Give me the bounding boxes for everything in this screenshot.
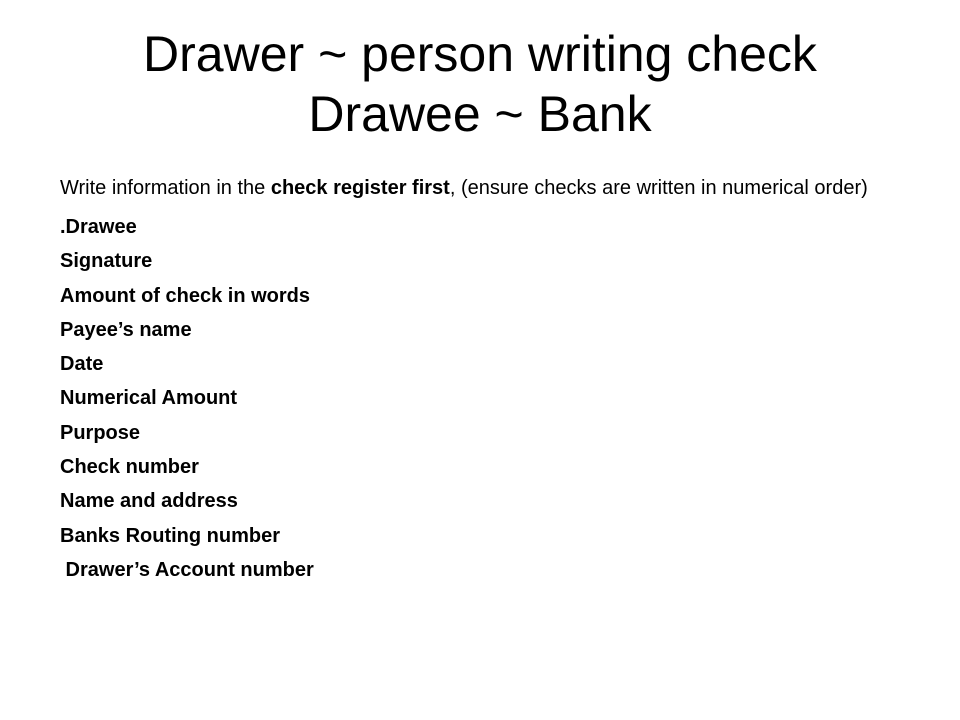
list-item-payee-name: Payee’s name <box>60 318 192 341</box>
list-item-amount-in-words: Amount of check in words <box>60 284 311 307</box>
intro-text-before: Write information in the <box>60 177 271 199</box>
intro-text-after: , (ensure checks are written in numerical order) <box>449 177 868 199</box>
list-item-account-number: Drawer’s Account number <box>60 558 314 581</box>
title-line-drawer: Drawer ~ person writing check <box>143 26 817 82</box>
list-item-numerical-amount: Numerical Amount <box>60 387 238 410</box>
check-parts-list <box>60 210 900 587</box>
list-item-date: Date <box>60 353 104 376</box>
list-item-routing-number: Banks Routing number <box>60 524 281 547</box>
title-line-drawee: Drawee ~ Bank <box>308 86 652 142</box>
list-item-name-and-address: Name and address <box>60 490 238 513</box>
list-item-check-number: Check number <box>60 456 199 479</box>
list-item-purpose: Purpose <box>60 421 141 444</box>
intro-paragraph <box>60 174 900 202</box>
intro-text-bold: check register first <box>270 177 450 199</box>
list-item-drawee: .Drawee <box>60 216 137 238</box>
slide-body <box>60 174 900 587</box>
slide-title <box>40 24 920 144</box>
list-item-signature: Signature <box>60 250 153 273</box>
